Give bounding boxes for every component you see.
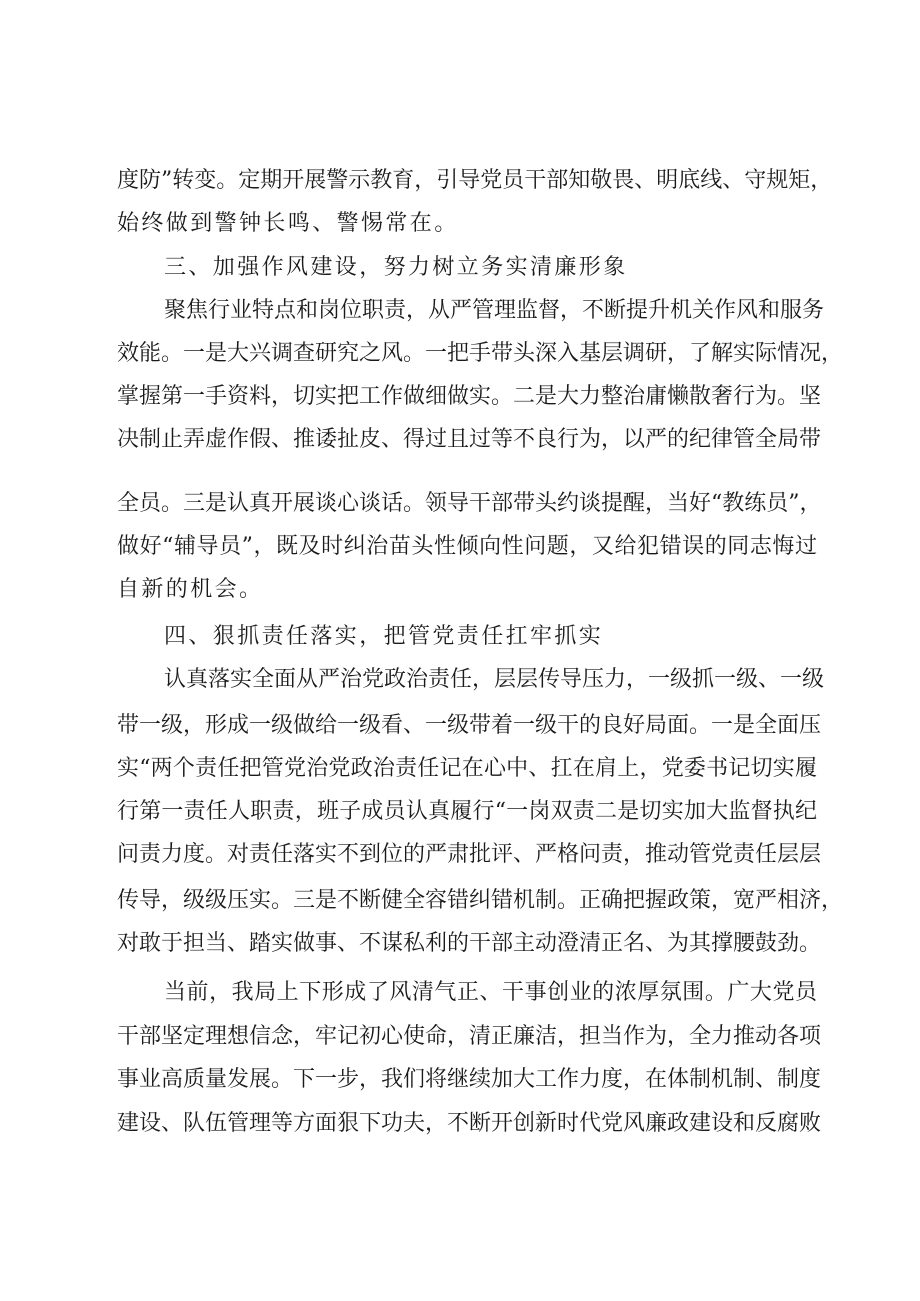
body-text-line: 行第一责任人职责，班子成员认真履行“一岗双责二是切实加大监督执纪 — [117, 799, 817, 824]
body-text-line: 聚焦行业特点和岗位职责，从严管理监督，不断提升机关作风和服务 — [164, 298, 825, 323]
body-text-line: 自新的机会。 — [117, 577, 264, 602]
body-text-line: 效能。一是大兴调查研究之风。一把手带头深入基层调研，了解实际情况， — [117, 341, 844, 366]
section-heading-4: 四、狠抓责任落实，把管党责任扛牢抓实 — [164, 624, 604, 649]
body-text-line: 做好“辅导员”，既及时纠治苗头性倾向性问题，又给犯错误的同志悔过 — [117, 534, 817, 559]
body-text-line: 建设、队伍管理等方面狠下功夫，不断开创新时代党风廉政建设和反腐败 — [117, 1111, 822, 1136]
body-text-line: 全员。三是认真开展谈心谈话。领导干部带头约谈提醒，当好“教练员”， — [117, 491, 822, 516]
body-text-line: 干部坚定理想信念，牢记初心使命，清正廉洁，担当作为，全力推动各项 — [117, 1024, 822, 1049]
body-text-line: 实“两个责任把管党治党政治责任记在心中、扛在肩上，党委书记切实履 — [117, 756, 817, 781]
body-text-line: 当前，我局上下形成了风清气正、干事创业的浓厚氛围。广大党员 — [164, 980, 817, 1005]
body-text-line: 事业高质量发展。下一步，我们将继续加大工作力度，在体制机制、制度 — [117, 1067, 822, 1092]
body-text-line: 认真落实全面从严治党政治责任，层层传导压力，一级抓一级、一级 — [164, 667, 825, 692]
body-text-line: 传导，级级压实。三是不断健全容错纠错机制。正确把握政策，宽严相济， — [117, 888, 844, 913]
body-text-line: 度防”转变。定期开展警示教育，引导党员干部知敬畏、明底线、守规矩， — [117, 168, 833, 193]
section-heading-3: 三、加强作风建设，努力树立务实清廉形象 — [164, 255, 628, 280]
body-text-line: 掌握第一手资料，切实把工作做细做实。二是大力整治庸懒散奢行为。坚 — [117, 384, 822, 409]
body-text-line: 问责力度。对责任落实不到位的严肃批评、严格问责，推动管党责任层层 — [117, 842, 822, 867]
body-text-line: 对敢于担当、踏实做事、不谋私利的干部主动澄清正名、为其撑腰鼓劲。 — [117, 931, 822, 956]
body-text-line: 带一级，形成一级做给一级看、一级带着一级干的良好局面。一是全面压 — [117, 713, 822, 738]
body-text-line: 始终做到警钟长鸣、警惕常在。 — [117, 211, 459, 236]
body-text-line: 决制止弄虚作假、推诿扯皮、得过且过等不良行为，以严的纪律管全局带 — [117, 427, 822, 452]
